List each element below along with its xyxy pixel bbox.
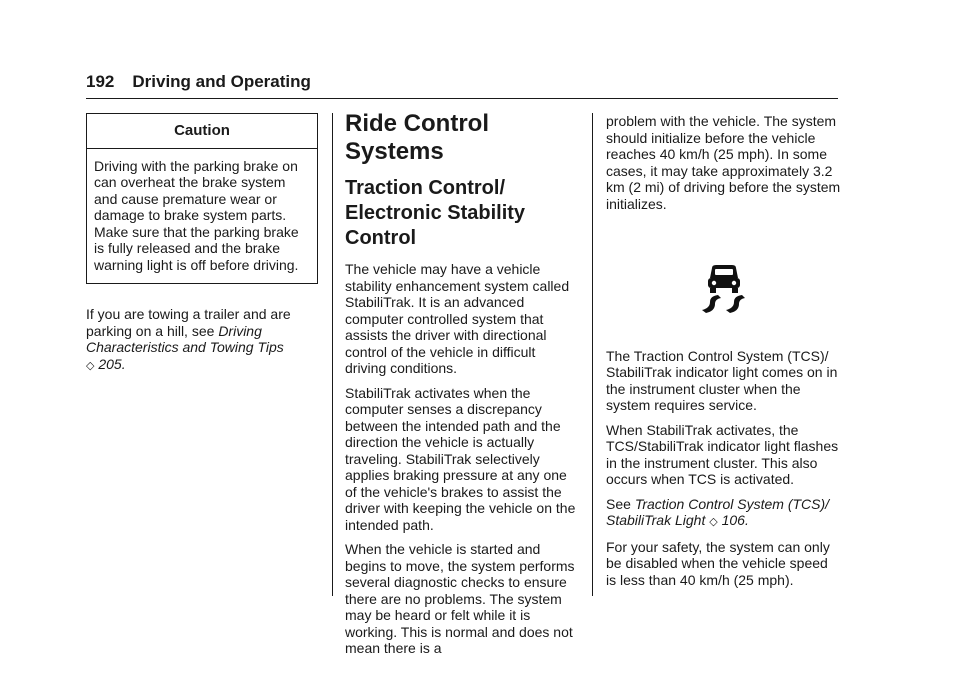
section-heading: Ride Control Systems (345, 110, 489, 165)
left-column (86, 113, 321, 382)
paragraph-indicator-flashes: When StabiliTrak activates, the TCS/StabiliTrak indicator light flashes in the instrument cluster. This also occurs when TCS is activated. (606, 421, 839, 487)
towing-page-ref[interactable]: 205. (98, 355, 126, 372)
paragraph-disable-safety: For your safety, the system can only be disabled when the vehicle speed is less than 40 km/h (25 mph). (606, 538, 830, 588)
subsection-heading: Traction Control/ Electronic Stability Control (345, 177, 526, 249)
paragraph-indicator-service: The Traction Control System (TCS)/ StabiliTrak indicator light comes on in the instrument cluster when the system requires service. (606, 347, 838, 413)
skidding-car-icon (698, 262, 750, 314)
paragraph-diagnostic-checks: When the vehicle is started and begins to move, the system performs several diagnostic checks to ensure there are no problems. The system may be heard or felt while it is working. This is normal and does not mean there is a (345, 541, 575, 656)
column-divider-right (592, 113, 593, 596)
section-title: Driving and Operating (132, 72, 311, 91)
column-divider-left (332, 113, 333, 596)
paragraph-see-reference (606, 496, 841, 531)
paragraph-initialize: problem with the vehicle. The system should initialize before the vehicle reaches 40 km/h (25 mph). In some cases, it may take approximately 3.2 km (2 mi) of driving before the system initializes. (606, 113, 841, 212)
paragraph-stabilitrak-activation: StabiliTrak activates when the computer senses a discrepancy between the intended path and the direction the vehicle is actually traveling. StabiliTrak selectively applies braking pressure at any one of the vehicle's brakes to assist the driver with keeping the vehicle on the intended path. (345, 384, 576, 533)
page-number: 192 (86, 72, 115, 91)
page-header (86, 72, 311, 92)
paragraph-stabilitrak-intro: The vehicle may have a vehicle stability enhancement system called StabiliTrak. It is an advanced computer controlled system that assists the driver with directional control of the vehicle in difficult driving conditions. (345, 261, 570, 376)
tcs-light-page-ref[interactable]: 106. (721, 512, 749, 528)
page-ref-icon: ◇ (86, 359, 95, 372)
towing-reference-link[interactable]: Driving Characteristics and Towing Tips (86, 322, 284, 355)
caution-box (86, 113, 318, 284)
right-column (606, 113, 841, 596)
see-label: See (606, 495, 631, 512)
tcs-light-reference-link[interactable]: Traction Control System (TCS)/ StabiliTrak Light (606, 495, 830, 528)
towing-text: If you are towing a trailer and are parking on a hill, see (86, 306, 291, 339)
caution-text: Driving with the parking brake on can overheat the brake system and cause premature wear or damage to brake system parts. Make sure that the parking brake is fully released and the brake warning light is off before driving. (94, 157, 299, 273)
header-rule (86, 98, 838, 99)
towing-paragraph (86, 306, 321, 374)
traction-control-indicator (606, 220, 841, 348)
caution-title: Caution (174, 122, 230, 139)
middle-column (345, 110, 580, 665)
page-ref-icon: ◇ (709, 516, 718, 528)
